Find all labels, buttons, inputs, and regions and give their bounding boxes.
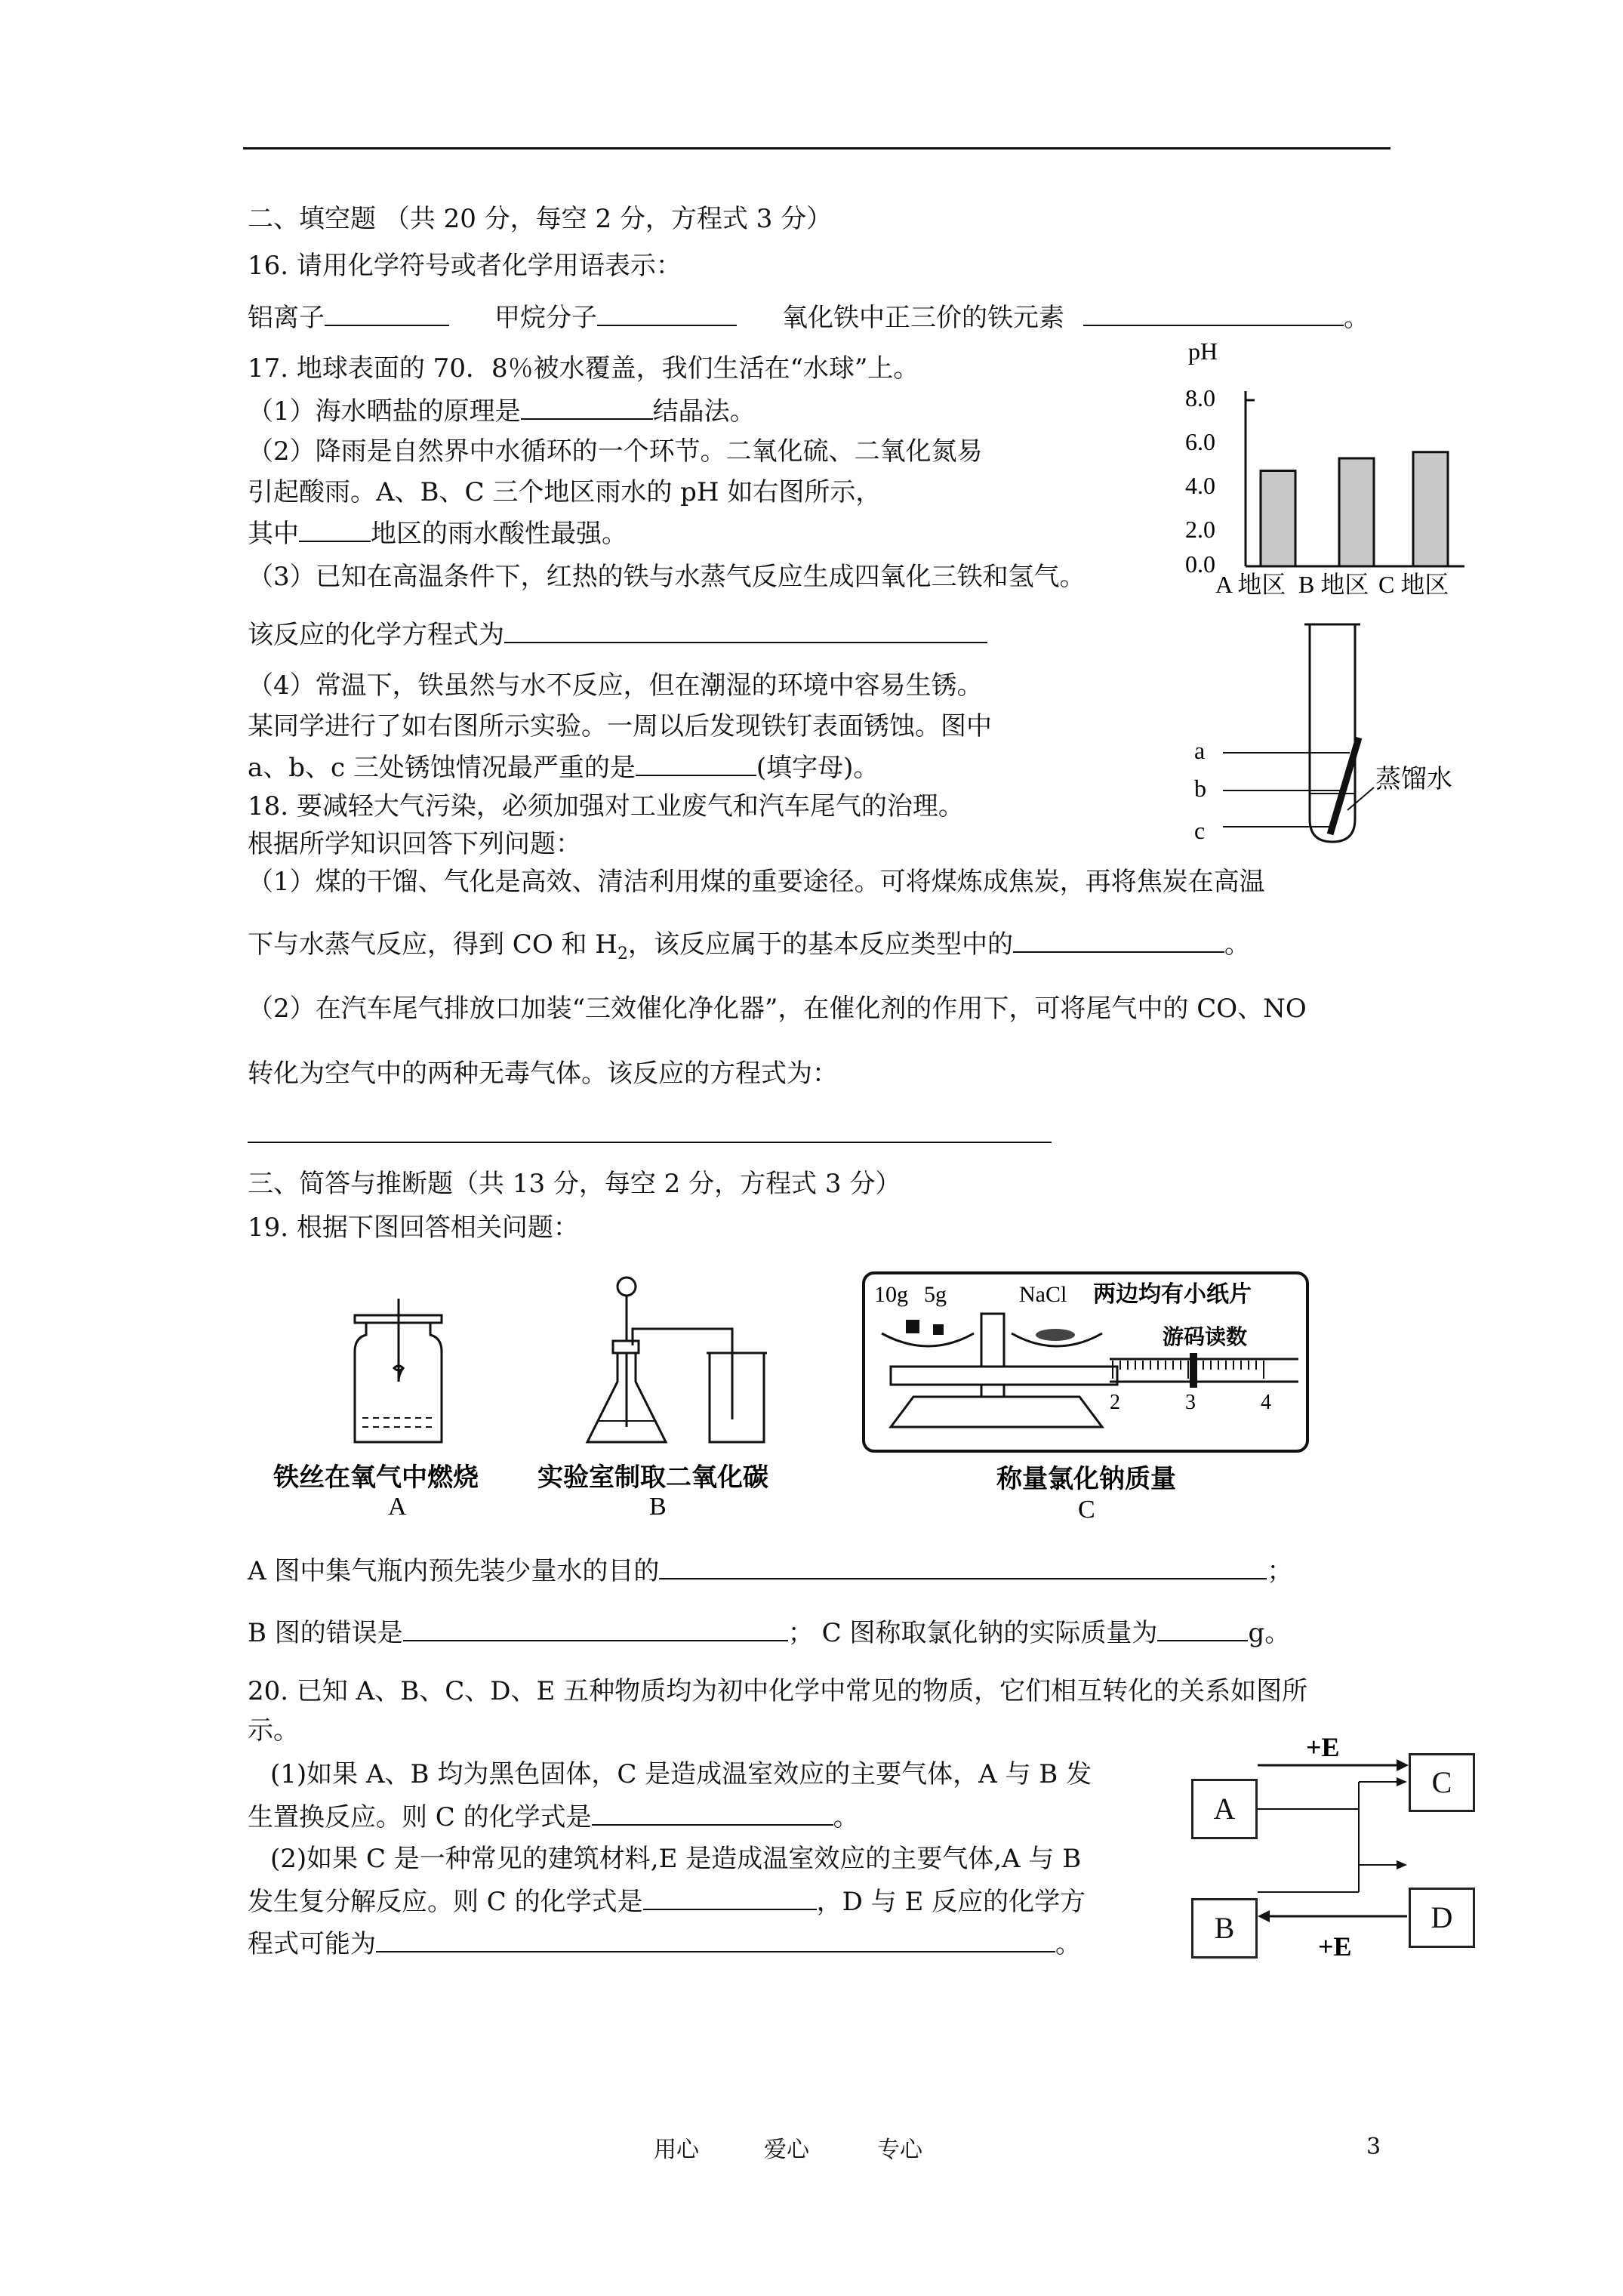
q17-p3-line2	[248, 618, 987, 652]
y-tick-label: 0.0	[1185, 550, 1215, 578]
weight-10g: 10g	[874, 1282, 908, 1307]
q20-stem1: 20. 已知 A、B、C、D、E 五种物质均为初中化学中常见的物质，它们相互转化的关系如图所	[248, 1676, 1308, 1706]
answer-blank[interactable]	[597, 300, 737, 326]
arrowhead	[1397, 1777, 1407, 1786]
q18-stem1: 18. 要减轻大气污染，必须加强对工业废气和汽车尾气的治理。	[248, 791, 964, 821]
answer-blank[interactable]	[521, 394, 653, 420]
y-tick-label: 6.0	[1185, 428, 1215, 455]
page-number: 3	[1366, 2134, 1381, 2160]
figure-c-balance	[861, 1268, 1313, 1525]
scale-tick-3: 3	[1185, 1391, 1196, 1414]
q20-p1-line2	[248, 1800, 859, 1834]
q17-p4-line1: （4）常温下，铁虽然与水不反应，但在潮湿的环境中容易生锈。	[248, 670, 983, 701]
q17-p2-text: 其中	[248, 519, 299, 549]
q20-p2-text: 发生复分解反应。则 C 的化学式是	[248, 1887, 643, 1917]
figure-c-letter: C	[1078, 1496, 1095, 1524]
q17-p3-line1: （3）已知在高温条件下，红热的铁与水蒸气反应生成四氧化三铁和氢气。	[248, 562, 1086, 592]
q17-p2-tail: 地区的雨水酸性最强。	[371, 519, 627, 549]
figure-a-gas-jar	[264, 1284, 506, 1518]
y-tick-label: 8.0	[1185, 384, 1215, 411]
answer-blank[interactable]	[1013, 927, 1224, 953]
node-a: A	[1191, 1779, 1258, 1839]
q16-stem: 16. 请用化学符号或者化学用语表示：	[248, 251, 682, 281]
ph-bar-chart	[1185, 332, 1472, 604]
q20-p1-text: 生置换反应。则 C 的化学式是	[248, 1802, 592, 1832]
balance-base	[891, 1397, 1102, 1427]
scale-tick-4: 4	[1261, 1391, 1271, 1414]
answer-blank[interactable]	[325, 300, 449, 326]
q20-p2-line3	[248, 1927, 1081, 1961]
q18-p1-end: 。	[1224, 929, 1250, 960]
ph-bar	[1339, 458, 1374, 566]
scale-tick-2: 2	[1110, 1391, 1120, 1414]
section3-heading: 三、简答与推断题（共 13 分，每空 2 分，方程式 3 分）	[248, 1169, 901, 1199]
q18-p1-line2	[248, 927, 1250, 971]
answer-blank[interactable]	[643, 1885, 817, 1910]
nacl-label: NaCl	[1019, 1282, 1067, 1307]
q16-line	[248, 300, 1369, 334]
answer-blank[interactable]	[403, 1616, 788, 1641]
q18-p2-line2: 转化为空气中的两种无毒气体。该反应的方程式为：	[248, 1059, 838, 1089]
q20-p1-end: 。	[833, 1802, 859, 1832]
ph-bar	[1261, 471, 1295, 567]
header-rule	[243, 147, 1390, 149]
q18-p1-text2: ，该反应属于的基本反应类型中的	[627, 929, 1013, 960]
funnel-bulb	[617, 1277, 636, 1296]
answer-blank[interactable]	[299, 516, 371, 542]
node-c: C	[1409, 1753, 1475, 1812]
footer-word: 爱心	[764, 2137, 809, 2163]
q18-stem2: 根据所学知识回答下列问题：	[248, 829, 581, 859]
collecting-bottle	[710, 1353, 764, 1442]
figure-b-letter: B	[649, 1493, 667, 1518]
q20-p2-text2: ，D 与 E 反应的化学方	[816, 1887, 1086, 1917]
q16-item-3: 氧化铁中正三价的铁元素	[782, 303, 1064, 333]
q16-item-1: 铝离子	[248, 303, 325, 333]
q20-p2-text3: 程式可能为	[248, 1929, 376, 1959]
plus-e-top: +E	[1306, 1737, 1340, 1762]
distilled-water-label: 蒸馏水	[1375, 764, 1452, 794]
q17-p2-line1: （2）降雨是自然界中水循环的一个环节。二氧化硫、二氧化氮易	[248, 436, 983, 467]
test-tube-figure	[1185, 615, 1464, 857]
weight-5g: 5g	[924, 1282, 947, 1307]
arrowhead	[1397, 1759, 1409, 1771]
answer-blank[interactable]	[1157, 1616, 1248, 1641]
q19-line-a	[248, 1554, 1292, 1588]
stopper	[613, 1341, 639, 1353]
q17-p1-tail: 结晶法。	[652, 396, 756, 427]
answer-blank[interactable]	[376, 1927, 1055, 1952]
q17-p1	[248, 394, 756, 428]
q19-stem: 19. 根据下图回答相关问题：	[248, 1213, 579, 1243]
q17-p4-line2: 某同学进行了如右图所示实验。一周以后发现铁钉表面锈蚀。图中	[248, 711, 992, 741]
q16-item-2: 甲烷分子	[494, 303, 597, 333]
q17-p4-text: a、b、c 三处锈蚀情况最严重的是	[248, 753, 636, 783]
q17-p4-tail: (填字母)。	[756, 753, 879, 783]
answer-blank[interactable]	[248, 1142, 1052, 1143]
plus-e-bottom: +E	[1318, 1931, 1352, 1962]
q19-line-b-end: g。	[1248, 1618, 1291, 1648]
label-a: a	[1194, 737, 1206, 764]
q20-p2-end: 。	[1055, 1929, 1081, 1959]
weight-block	[933, 1324, 944, 1335]
answer-blank[interactable]	[1083, 300, 1344, 326]
q19-line-a-text: A 图中集气瓶内预先装少量水的目的	[248, 1556, 660, 1586]
y-tick-label: 2.0	[1185, 516, 1215, 543]
x-category-label: A 地区	[1215, 571, 1286, 598]
answer-blank[interactable]	[504, 618, 987, 643]
q20-p1-line1: (1)如果 A、B 均为黑色固体，C 是造成温室效应的主要气体，A 与 B 发	[270, 1759, 1092, 1789]
footer-word: 专心	[877, 2137, 922, 2163]
q19-line-b-mid: ； C 图称取氯化钠的实际质量为	[787, 1618, 1158, 1648]
node-d: D	[1409, 1888, 1475, 1948]
q17-p4-line3	[248, 750, 879, 784]
label-c: c	[1194, 817, 1206, 844]
answer-blank[interactable]	[592, 1800, 833, 1826]
subscript-2: 2	[617, 944, 628, 963]
nacl-pile	[1036, 1329, 1075, 1341]
q18-p2-line1: （2）在汽车尾气排放口加装“三效催化净化器”，在催化剂的作用下，可将尾气中的 CO、NO	[248, 994, 1307, 1024]
scale-label: 游码读数	[1163, 1324, 1248, 1349]
ph-bar	[1413, 452, 1448, 566]
y-tick-label: 4.0	[1185, 472, 1215, 499]
node-b: B	[1191, 1898, 1258, 1959]
answer-blank[interactable]	[659, 1554, 1267, 1579]
q20-p2-line1: (2)如果 C 是一种常见的建筑材料,E 是造成温室效应的主要气体,A 与 B	[270, 1844, 1082, 1874]
q19-line-b	[248, 1616, 1290, 1650]
q20-stem2: 示。	[248, 1715, 299, 1746]
arrowhead	[1258, 1910, 1270, 1922]
q20-p2-line2	[248, 1885, 1086, 1918]
beam	[891, 1367, 1117, 1385]
q19-line-b-text: B 图的错误是	[248, 1618, 403, 1648]
arrowhead	[1397, 1860, 1407, 1869]
pointer-water	[1347, 787, 1374, 810]
footer-word: 用心	[654, 2137, 699, 2163]
q18-p1-line1: （1）煤的干馏、气化是高效、清洁利用煤的重要途径。可将煤炼成焦炭，再将焦炭在高温	[248, 867, 1265, 897]
x-category-label: B 地区	[1298, 571, 1369, 598]
weight-block	[906, 1320, 919, 1333]
section2-heading: 二、填空题 （共 20 分，每空 2 分，方程式 3 分）	[248, 204, 833, 234]
paper-note: 两边均有小纸片	[1093, 1281, 1252, 1308]
label-b: b	[1194, 775, 1206, 802]
figure-b-caption: 实验室制取二氧化碳	[537, 1462, 768, 1493]
figure-c-caption: 称量氯化钠质量	[996, 1464, 1176, 1494]
q18-p1-text: 下与水蒸气反应，得到 CO 和 H	[248, 929, 617, 960]
q17-p1-text: （1）海水晒盐的原理是	[248, 396, 521, 427]
figure-b-co2-apparatus	[528, 1268, 815, 1518]
x-category-label: C 地区	[1378, 571, 1449, 598]
vernier-tick-marks	[1110, 1359, 1298, 1382]
q16-end: 。	[1344, 303, 1369, 333]
answer-blank[interactable]	[636, 750, 756, 776]
q19-line-a-end: ；	[1267, 1556, 1293, 1586]
q17-p3-text: 该反应的化学方程式为	[248, 620, 504, 650]
q17-p2-line3	[248, 516, 627, 550]
figure-a-caption: 铁丝在氧气中燃烧	[273, 1462, 479, 1493]
q17-stem: 17. 地球表面的 70．8％被水覆盖，我们生活在“水球”上。	[248, 353, 919, 384]
q17-p2-line2: 引起酸雨。A、B、C 三个地区雨水的 pH 如右图所示，	[248, 477, 882, 507]
figure-a-letter: A	[388, 1493, 407, 1518]
chart-ylabel: pH	[1188, 337, 1218, 365]
